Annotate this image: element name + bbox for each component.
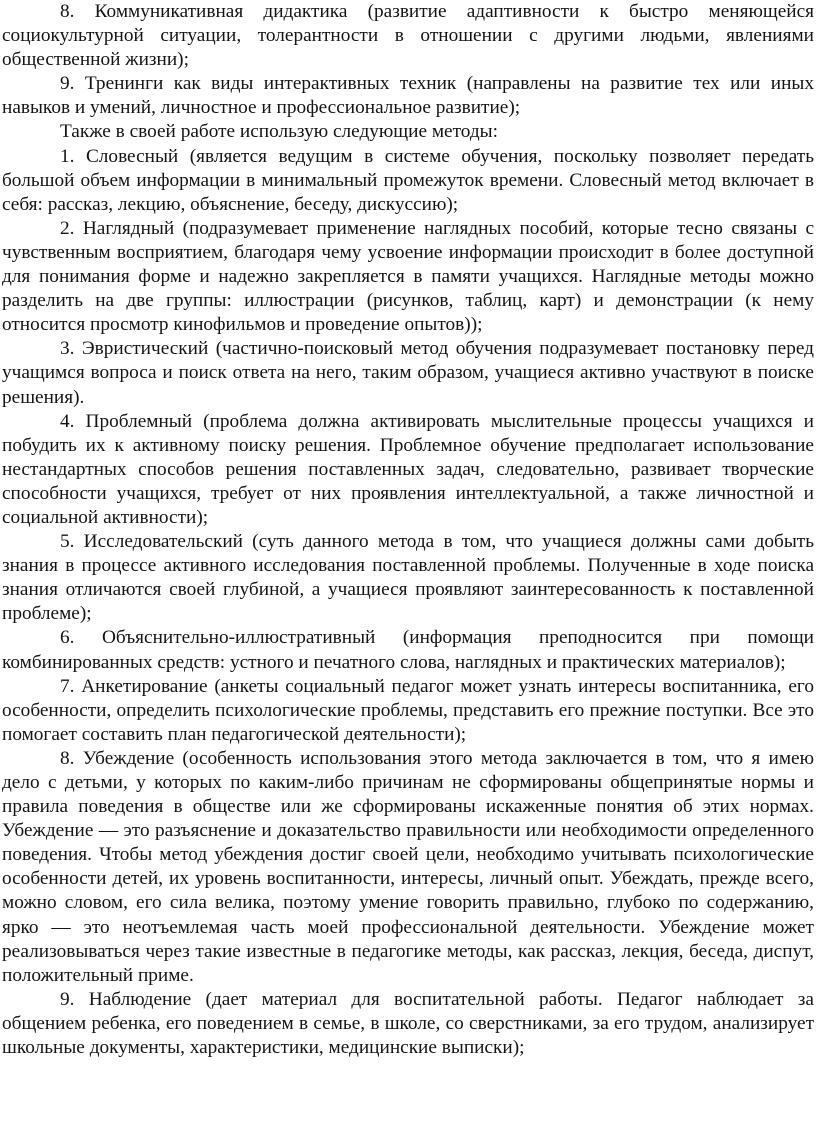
paragraph-verbal-method: 1. Словесный (является ведущим в системе обучения, поскольку позволяет передать большой объем информации в минимальный промежуток времени. Словесный метод включает в себя: рассказ, лекцию, объяснение, беседу, дискуссию); <box>2 145 814 215</box>
paragraph-problem-method: 4. Проблемный (проблема должна активировать мыслительные процессы учащихся и побудить их к активному поиску решения. Проблемное обучение предполагает использование нестандартных способов решения поставленных задач, следовательно, развивает творческие способности учащихся, требует от них проявления интеллектуальной, а также личностной и социальной активности); <box>2 410 814 528</box>
paragraph-communicative-didactics: 8. Коммуникативная дидактика (развитие адаптивности к быстро меняющейся социокультурной ситуации, толерантности в отношении с другими людьми, явлениями общественной жизни); <box>2 1 814 71</box>
paragraph-persuasion-method: 8. Убеждение (особенность использования этого метода заключается в том, что я имею дело с детьми, у которых по каким-либо причинам не сформированы общепринятые нормы и правила поведения в обществе или же сформированы искаженные понятия об этих нормах. Убеждение — это разъяснение и доказательство правильности или необходимости определенного поведения. Чтобы метод убеждения достиг своей цели, необходимо учитывать психологические особенности детей, их уровень воспитанности, интересы, личный опыт. Убеждать, прежде всего, можно словом, его сила велика, поэтому умение говорить правильно, глубоко по содержанию, ярко — это неотъемлемая часть моей профессиональной деятельности. Убеждение может реализовываться через такие известные в педагогике методы, как рассказ, лекция, беседа, диспут, положительный приме. <box>2 747 814 986</box>
paragraph-heuristic-method: 3. Эвристический (частично-поисковый метод обучения подразумевает постановку перед учащимся вопроса и поиск ответа на него, таким образом, учащиеся активно участвуют в поиске решения). <box>2 338 814 408</box>
paragraph-trainings: 9. Тренинги как виды интерактивных техник (направлены на развитие тех или иных навыков и умений, личностное и профессиональное развитие); <box>2 73 814 119</box>
paragraph-methods-intro: Также в своей работе использую следующие методы: <box>60 121 498 143</box>
paragraph-research-method: 5. Исследовательский (суть данного метода в том, что учащиеся должны сами добыть знания в процессе активного исследования поставленной проблемы. Полученные в ходе поиска знания отличаются своей глубиной, а учащиеся проявляют заинтересованность к поставленной проблеме); <box>2 531 814 625</box>
paragraph-questionnaire-method: 7. Анкетирование (анкеты социальный педагог может узнать интересы воспитанника, его особенности, определить психологические проблемы, представить его прежние поступки. Все это помогает составить план педагогической деятельности); <box>2 675 814 745</box>
paragraph-explanatory-method: 6. Объяснительно-иллюстративный (информация преподносится при помощи комбинированных средств: устного и печатного слова, наглядных и практических материалов); <box>2 627 814 673</box>
paragraph-observation-method: 9. Наблюдение (дает материал для воспитательной работы. Педагог наблюдает за общением ребенка, его поведением в семье, в школе, со сверстниками, за его трудом, анализирует школьные документы, характеристики, медицинские выписки); <box>2 988 814 1059</box>
paragraph-visual-method: 2. Наглядный (подразумевает применение наглядных пособий, которые тесно связаны с чувственным восприятием, благодаря чему усвоение информации происходит в более доступной для понимания форме и надежно закрепляется в памяти учащихся. Наглядные методы можно разделить на две группы: иллюстрации (рисунков, таблиц, карт) и демонстрации (к нему относится просмотр кинофильмов и проведение опытов)); <box>2 217 814 336</box>
